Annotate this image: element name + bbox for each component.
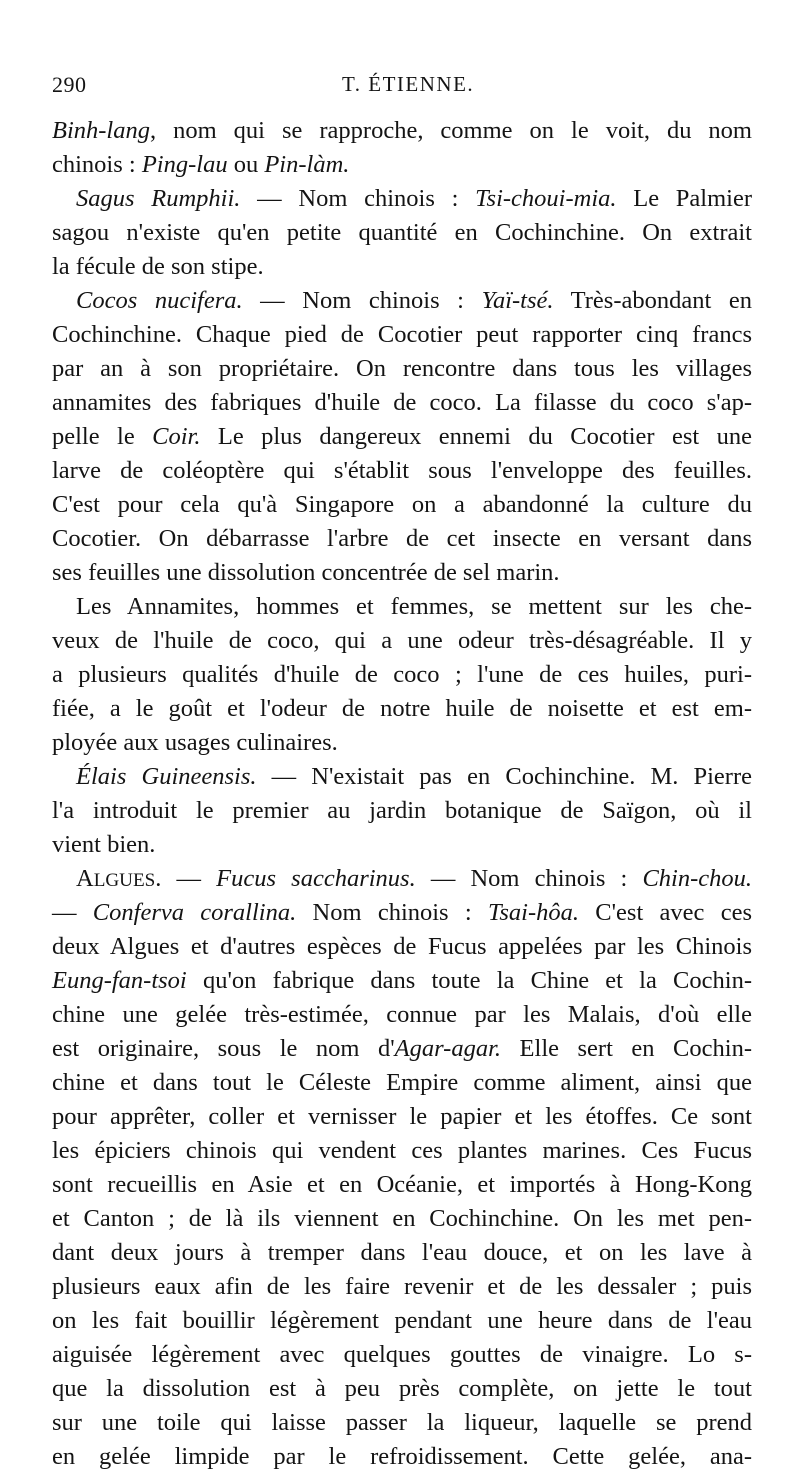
text-line: Les Annamites, hommes et femmes, se mettent sur les che-: [76, 593, 752, 620]
page-number: 290: [52, 72, 87, 97]
text-line: chinois : Ping-lau ou Pin-làm.: [52, 151, 350, 178]
text-line: ALGUES. — Fucus saccharinus. — Nom chinois : Chin-chou.: [76, 865, 752, 892]
text-line: par an à son propriétaire. On rencontre dans tous les villages: [52, 355, 752, 382]
text-line: Élais Guineensis. — N'existait pas en Cochinchine. M. Pierre: [76, 763, 752, 790]
text-line: Cocos nucifera. — Nom chinois : Yaï-tsé. Très-abondant en: [76, 287, 752, 314]
text-line: la fécule de son stipe.: [52, 253, 264, 280]
text-line: vient bien.: [52, 831, 156, 858]
running-title: T. ÉTIENNE.: [342, 72, 475, 96]
text-line: que la dissolution est à peu près complète, on jette le tout: [52, 1375, 752, 1402]
text-line: on les fait bouillir légèrement pendant une heure dans de l'eau: [52, 1307, 752, 1334]
body-text: [52, 114, 752, 1474]
text-line: Cochinchine. Chaque pied de Cocotier peut rapporter cinq francs: [52, 321, 752, 348]
text-line: sont recueillis en Asie et en Océanie, et importés à Hong-Kong: [52, 1171, 752, 1198]
text-line: et Canton ; de là ils viennent en Cochinchine. On les met pen-: [52, 1205, 752, 1232]
text-line: annamites des fabriques d'huile de coco. La filasse du coco s'ap-: [52, 389, 752, 416]
text-line: les épiciers chinois qui vendent ces plantes marines. Ces Fucus: [52, 1137, 752, 1164]
text-line: fiée, a le goût et l'odeur de notre huile de noisette et est em-: [52, 695, 752, 722]
text-line: sur une toile qui laisse passer la liqueur, laquelle se prend: [52, 1409, 752, 1436]
text-line: plusieurs eaux afin de les faire revenir et de les dessaler ; puis: [52, 1273, 752, 1300]
text-line: Eung-fan-tsoi qu'on fabrique dans toute la Chine et la Cochin-: [52, 967, 752, 994]
text-line: ses feuilles une dissolution concentrée de sel marin.: [52, 559, 560, 586]
text-line: pour apprêter, coller et vernisser le papier et les étoffes. Ce sont: [52, 1103, 752, 1130]
text-line: l'a introduit le premier au jardin botanique de Saïgon, où il: [52, 797, 752, 824]
text-line: Sagus Rumphii. — Nom chinois : Tsi-choui-mia. Le Palmier: [76, 185, 753, 212]
text-line: Cocotier. On débarrasse l'arbre de cet insecte en versant dans: [52, 525, 752, 552]
text-line: dant deux jours à tremper dans l'eau douce, et on les lave à: [52, 1239, 752, 1266]
text-line: veux de l'huile de coco, qui a une odeur très-désagréable. Il y: [52, 627, 752, 654]
text-line: larve de coléoptère qui s'établit sous l'enveloppe des feuilles.: [52, 457, 752, 484]
text-line: chine et dans tout le Céleste Empire comme aliment, ainsi que: [52, 1069, 752, 1096]
text-line: — Conferva corallina. Nom chinois : Tsai-hôa. C'est avec ces: [52, 899, 752, 926]
text-line: pelle le Coir. Le plus dangereux ennemi du Cocotier est une: [52, 423, 752, 450]
text-line: ployée aux usages culinaires.: [52, 729, 338, 756]
text-line: en gelée limpide par le refroidissement. Cette gelée, ana-: [52, 1443, 752, 1470]
page-header: [52, 72, 752, 104]
text-line: chine une gelée très-estimée, connue par les Malais, d'où elle: [52, 1001, 752, 1028]
text-line: aiguisée légèrement avec quelques gouttes de vinaigre. Lo s-: [52, 1341, 752, 1368]
text-line: a plusieurs qualités d'huile de coco ; l'une de ces huiles, puri-: [52, 661, 752, 688]
text-line: sagou n'existe qu'en petite quantité en Cochinchine. On extrait: [52, 219, 752, 246]
text-line: est originaire, sous le nom d'Agar-agar. Elle sert en Cochin-: [52, 1035, 752, 1062]
text-line: deux Algues et d'autres espèces de Fucus appelées par les Chinois: [52, 933, 752, 960]
text-line: Binh-lang, nom qui se rapproche, comme on le voit, du nom: [52, 117, 752, 144]
text-line: C'est pour cela qu'à Singapore on a abandonné la culture du: [52, 491, 752, 518]
